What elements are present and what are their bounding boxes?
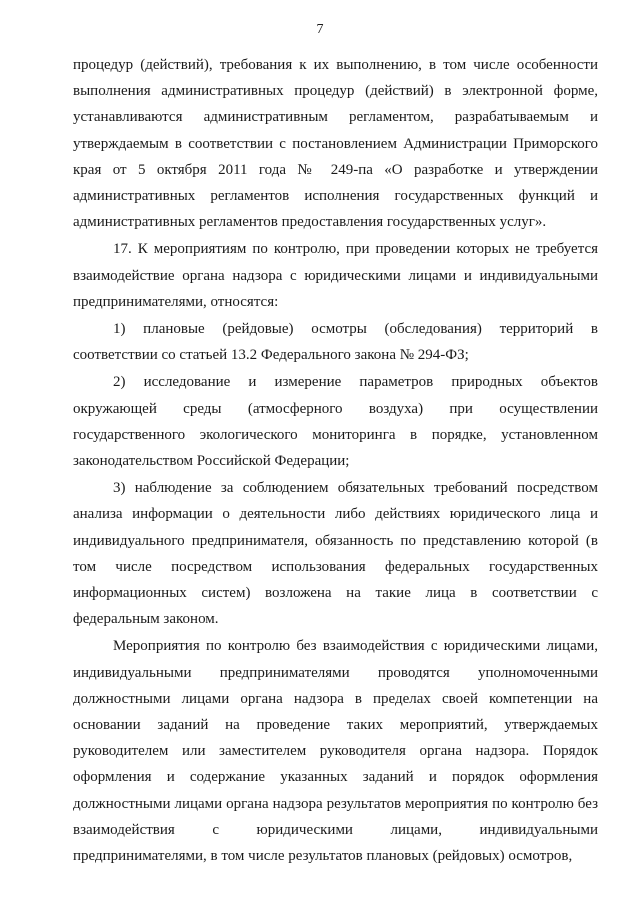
list-item-1: 1) плановые (рейдовые) осмотры (обследования) территорий в соответствии со статьей 13.2 Федерального закона № 294-ФЗ; xyxy=(73,321,598,364)
paragraph-item-17: 17. К мероприятиям по контролю, при проведении которых не требуется взаимодействие органа надзора с юридическими лицами и индивидуальными предпринимателями, относятся: xyxy=(73,241,598,310)
document-body xyxy=(73,52,598,869)
paragraph-continuation: процедур (действий), требования к их выполнению, в том числе особенности выполнения административных процедур (действий) в электронной форме, устанавливаются административным регламентом, разрабатываемым и утверждаемым в соответствии с постановлением Администрации Приморского края от 5 октября 2011 года № 249-па «О разработке и утверждении административных регламентов исполнения государственных функций и административных регламентов предоставления государственных услуг». xyxy=(73,57,598,231)
list-item-3: 3) наблюдение за соблюдением обязательных требований посредством анализа информации о деятельности либо действиях юридического лица и индивидуального предпринимателя, обязанность по представлению которой (в том числе посредством использования федеральных государственных информационных систем) возложена на такие лица в соответствии с федеральным законом. xyxy=(73,480,598,628)
page-number: 7 xyxy=(316,22,324,37)
list-item-2: 2) исследование и измерение параметров природных объектов окружающей среды (атмосферного воздуха) при осуществлении государственного экологического мониторинга в порядке, установленном законодательством Российской Федерации; xyxy=(73,374,598,470)
paragraph-measures: Мероприятия по контролю без взаимодействия с юридическими лицами, индивидуальными предпринимателями проводятся уполномоченными должностными лицами органа надзора в пределах своей компетенции на основании заданий на проведение таких мероприятий, утверждаемых руководителем или заместителем руководителя органа надзора. Порядок оформления и содержание указанных заданий и порядок оформления должностными лицами органа надзора результатов мероприятия по контролю без взаимодействия с юридическими лицами, индивидуальными предпринимателями, в том числе результатов плановых (рейдовых) осмотров, xyxy=(73,638,598,865)
